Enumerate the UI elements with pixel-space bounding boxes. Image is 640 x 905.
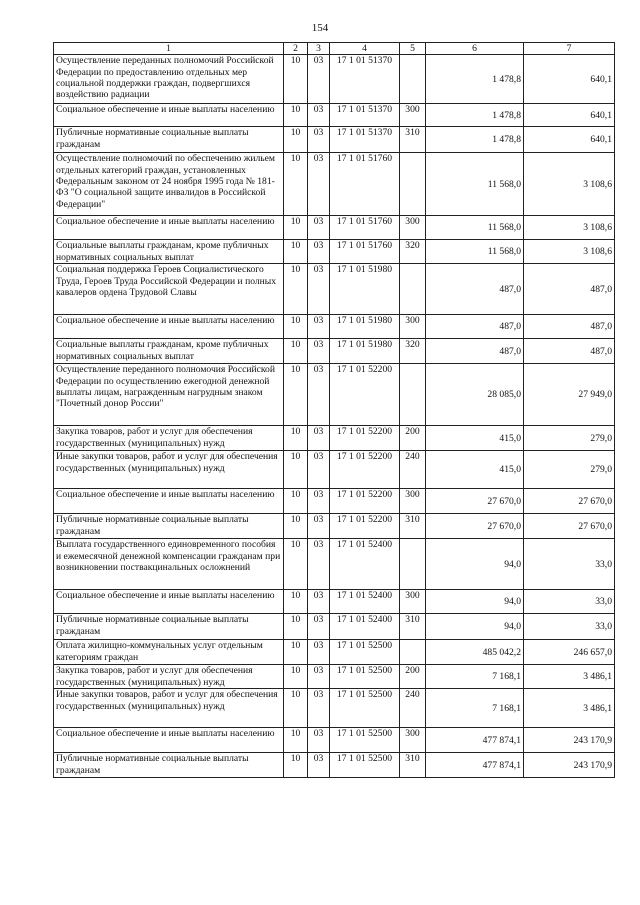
table-row xyxy=(54,451,615,489)
row-section: 10 xyxy=(284,590,308,614)
row-name: Социальное обеспечение и иные выплаты населению xyxy=(54,728,284,753)
row-section: 10 xyxy=(284,339,308,364)
row-subsection: 03 xyxy=(308,753,330,778)
row-section: 10 xyxy=(284,426,308,451)
row-amount-col6: 7 168,1 xyxy=(426,665,524,689)
row-expense-type xyxy=(400,55,426,104)
row-amount-col6: 477 874,1 xyxy=(426,753,524,778)
table-row xyxy=(54,104,615,127)
row-amount-col7: 27 670,0 xyxy=(524,489,615,514)
row-section: 10 xyxy=(284,55,308,104)
row-target-article: 17 1 01 52400 xyxy=(330,590,400,614)
row-expense-type xyxy=(400,640,426,665)
table-row xyxy=(54,640,615,665)
row-amount-col7: 27 949,0 xyxy=(524,364,615,426)
table-row xyxy=(54,364,615,426)
row-expense-type: 310 xyxy=(400,127,426,153)
row-amount-col7: 243 170,9 xyxy=(524,728,615,753)
row-amount-col6: 487,0 xyxy=(426,315,524,339)
row-amount-col6: 477 874,1 xyxy=(426,728,524,753)
row-target-article: 17 1 01 52500 xyxy=(330,753,400,778)
row-amount-col7: 640,1 xyxy=(524,104,615,127)
row-amount-col6: 11 568,0 xyxy=(426,153,524,216)
row-target-article: 17 1 01 51370 xyxy=(330,55,400,104)
row-expense-type: 200 xyxy=(400,426,426,451)
row-amount-col7: 640,1 xyxy=(524,127,615,153)
row-section: 10 xyxy=(284,216,308,240)
row-target-article: 17 1 01 51760 xyxy=(330,153,400,216)
row-subsection: 03 xyxy=(308,614,330,640)
row-name: Социальные выплаты гражданам, кроме публичных нормативных социальных выплат xyxy=(54,240,284,264)
header-col-7: 7 xyxy=(524,43,615,55)
row-target-article: 17 1 01 51980 xyxy=(330,264,400,315)
row-amount-col7: 33,0 xyxy=(524,539,615,590)
row-subsection: 03 xyxy=(308,364,330,426)
row-section: 10 xyxy=(284,315,308,339)
row-expense-type: 310 xyxy=(400,614,426,640)
row-amount-col7: 246 657,0 xyxy=(524,640,615,665)
row-subsection: 03 xyxy=(308,489,330,514)
row-section: 10 xyxy=(284,753,308,778)
row-target-article: 17 1 01 51760 xyxy=(330,216,400,240)
table-row xyxy=(54,753,615,778)
row-expense-type: 300 xyxy=(400,216,426,240)
row-section: 10 xyxy=(284,614,308,640)
row-amount-col7: 640,1 xyxy=(524,55,615,104)
row-name: Социальная поддержка Героев Социалистического Труда, Героев Труда Российской Федерации и полных кавалеров ордена Трудовой Славы xyxy=(54,264,284,315)
row-section: 10 xyxy=(284,514,308,539)
row-expense-type: 300 xyxy=(400,315,426,339)
row-subsection: 03 xyxy=(308,315,330,339)
row-amount-col7: 487,0 xyxy=(524,264,615,315)
row-name: Выплата государственного единовременного пособия и ежемесячной денежной компенсации гражданам при возникновении поствакцинальных осложнений xyxy=(54,539,284,590)
row-subsection: 03 xyxy=(308,127,330,153)
row-expense-type: 310 xyxy=(400,753,426,778)
row-name: Закупка товаров, работ и услуг для обеспечения государственных (муниципальных) нужд xyxy=(54,426,284,451)
row-expense-type: 300 xyxy=(400,590,426,614)
table-row xyxy=(54,689,615,728)
table-row xyxy=(54,539,615,590)
row-subsection: 03 xyxy=(308,339,330,364)
table-row xyxy=(54,216,615,240)
row-name: Закупка товаров, работ и услуг для обеспечения государственных (муниципальных) нужд xyxy=(54,665,284,689)
table-row xyxy=(54,665,615,689)
row-amount-col6: 487,0 xyxy=(426,264,524,315)
row-name: Социальное обеспечение и иные выплаты населению xyxy=(54,104,284,127)
row-expense-type: 240 xyxy=(400,689,426,728)
row-amount-col6: 485 042,2 xyxy=(426,640,524,665)
row-section: 10 xyxy=(284,728,308,753)
row-section: 10 xyxy=(284,240,308,264)
row-subsection: 03 xyxy=(308,55,330,104)
row-name: Социальное обеспечение и иные выплаты населению xyxy=(54,315,284,339)
table-row xyxy=(54,127,615,153)
row-amount-col6: 28 085,0 xyxy=(426,364,524,426)
row-amount-col7: 243 170,9 xyxy=(524,753,615,778)
header-col-1: 1 xyxy=(54,43,284,55)
row-target-article: 17 1 01 52400 xyxy=(330,539,400,590)
row-expense-type xyxy=(400,364,426,426)
table-row xyxy=(54,590,615,614)
row-amount-col7: 3 108,6 xyxy=(524,240,615,264)
budget-table xyxy=(53,42,615,778)
row-amount-col7: 27 670,0 xyxy=(524,514,615,539)
row-section: 10 xyxy=(284,640,308,665)
row-name: Публичные нормативные социальные выплаты гражданам xyxy=(54,614,284,640)
row-expense-type xyxy=(400,539,426,590)
row-section: 10 xyxy=(284,104,308,127)
row-amount-col6: 487,0 xyxy=(426,339,524,364)
row-subsection: 03 xyxy=(308,264,330,315)
row-subsection: 03 xyxy=(308,689,330,728)
row-section: 10 xyxy=(284,689,308,728)
row-amount-col6: 415,0 xyxy=(426,426,524,451)
row-amount-col7: 3 486,1 xyxy=(524,665,615,689)
row-subsection: 03 xyxy=(308,426,330,451)
row-amount-col7: 3 108,6 xyxy=(524,216,615,240)
row-expense-type: 300 xyxy=(400,728,426,753)
row-target-article: 17 1 01 52200 xyxy=(330,489,400,514)
row-amount-col6: 94,0 xyxy=(426,539,524,590)
row-expense-type xyxy=(400,264,426,315)
row-subsection: 03 xyxy=(308,216,330,240)
row-name: Социальное обеспечение и иные выплаты населению xyxy=(54,489,284,514)
row-target-article: 17 1 01 52400 xyxy=(330,614,400,640)
table-row xyxy=(54,339,615,364)
row-name: Публичные нормативные социальные выплаты гражданам xyxy=(54,514,284,539)
row-name: Публичные нормативные социальные выплаты гражданам xyxy=(54,753,284,778)
row-target-article: 17 1 01 51760 xyxy=(330,240,400,264)
row-amount-col6: 415,0 xyxy=(426,451,524,489)
row-amount-col6: 94,0 xyxy=(426,590,524,614)
row-target-article: 17 1 01 51980 xyxy=(330,339,400,364)
row-target-article: 17 1 01 52500 xyxy=(330,665,400,689)
table-row xyxy=(54,315,615,339)
row-amount-col7: 3 108,6 xyxy=(524,153,615,216)
row-name: Осуществление полномочий по обеспечению жильем отдельных категорий граждан, установленных Федеральным законом от 24 ноября 1995 года № 181-ФЗ "О социальной защите инвалидов в Российской Федерации" xyxy=(54,153,284,216)
table-row xyxy=(54,614,615,640)
row-expense-type: 240 xyxy=(400,451,426,489)
row-amount-col6: 27 670,0 xyxy=(426,514,524,539)
row-target-article: 17 1 01 51980 xyxy=(330,315,400,339)
row-subsection: 03 xyxy=(308,539,330,590)
row-amount-col6: 1 478,8 xyxy=(426,104,524,127)
table-row xyxy=(54,514,615,539)
row-name: Иные закупки товаров, работ и услуг для обеспечения государственных (муниципальных) нужд xyxy=(54,689,284,728)
row-subsection: 03 xyxy=(308,728,330,753)
header-col-6: 6 xyxy=(426,43,524,55)
row-expense-type xyxy=(400,153,426,216)
row-subsection: 03 xyxy=(308,640,330,665)
row-name: Социальное обеспечение и иные выплаты населению xyxy=(54,590,284,614)
row-target-article: 17 1 01 52500 xyxy=(330,728,400,753)
row-expense-type: 310 xyxy=(400,514,426,539)
row-amount-col7: 487,0 xyxy=(524,315,615,339)
row-name: Социальное обеспечение и иные выплаты населению xyxy=(54,216,284,240)
row-target-article: 17 1 01 52200 xyxy=(330,364,400,426)
row-amount-col6: 1 478,8 xyxy=(426,55,524,104)
row-expense-type: 320 xyxy=(400,339,426,364)
row-name: Осуществление переданных полномочий Российской Федерации по предоставлению отдельных мер социальной поддержки граждан, подвергшихся воздействию радиации xyxy=(54,55,284,104)
row-subsection: 03 xyxy=(308,590,330,614)
row-subsection: 03 xyxy=(308,104,330,127)
header-col-2: 2 xyxy=(284,43,308,55)
row-amount-col7: 3 486,1 xyxy=(524,689,615,728)
row-name: Публичные нормативные социальные выплаты гражданам xyxy=(54,127,284,153)
table-row xyxy=(54,240,615,264)
row-section: 10 xyxy=(284,539,308,590)
row-amount-col6: 1 478,8 xyxy=(426,127,524,153)
row-amount-col6: 11 568,0 xyxy=(426,240,524,264)
row-section: 10 xyxy=(284,489,308,514)
row-amount-col7: 33,0 xyxy=(524,590,615,614)
row-name: Иные закупки товаров, работ и услуг для обеспечения государственных (муниципальных) нужд xyxy=(54,451,284,489)
row-target-article: 17 1 01 52500 xyxy=(330,640,400,665)
row-section: 10 xyxy=(284,364,308,426)
row-section: 10 xyxy=(284,451,308,489)
row-amount-col6: 7 168,1 xyxy=(426,689,524,728)
row-name: Социальные выплаты гражданам, кроме публичных нормативных социальных выплат xyxy=(54,339,284,364)
row-expense-type: 300 xyxy=(400,104,426,127)
row-target-article: 17 1 01 52200 xyxy=(330,451,400,489)
row-target-article: 17 1 01 52200 xyxy=(330,514,400,539)
row-subsection: 03 xyxy=(308,153,330,216)
row-amount-col7: 33,0 xyxy=(524,614,615,640)
header-col-4: 4 xyxy=(330,43,400,55)
row-target-article: 17 1 01 52500 xyxy=(330,689,400,728)
table-row xyxy=(54,264,615,315)
row-subsection: 03 xyxy=(308,514,330,539)
page-number: 154 xyxy=(311,22,329,34)
row-section: 10 xyxy=(284,153,308,216)
row-expense-type: 300 xyxy=(400,489,426,514)
row-section: 10 xyxy=(284,127,308,153)
header-col-3: 3 xyxy=(308,43,330,55)
row-amount-col6: 94,0 xyxy=(426,614,524,640)
row-amount-col6: 11 568,0 xyxy=(426,216,524,240)
row-name: Осуществление переданного полномочия Российской Федерации по осуществлению ежегодной денежной выплаты лицам, награжденным нагрудным знаком "Почетный донор России" xyxy=(54,364,284,426)
table-row xyxy=(54,55,615,104)
row-subsection: 03 xyxy=(308,665,330,689)
row-target-article: 17 1 01 51370 xyxy=(330,104,400,127)
row-amount-col7: 279,0 xyxy=(524,451,615,489)
header-col-5: 5 xyxy=(400,43,426,55)
row-amount-col6: 27 670,0 xyxy=(426,489,524,514)
table-row xyxy=(54,153,615,216)
row-subsection: 03 xyxy=(308,451,330,489)
row-target-article: 17 1 01 51370 xyxy=(330,127,400,153)
table-row xyxy=(54,489,615,514)
row-section: 10 xyxy=(284,665,308,689)
table-row xyxy=(54,426,615,451)
row-amount-col7: 487,0 xyxy=(524,339,615,364)
row-section: 10 xyxy=(284,264,308,315)
row-amount-col7: 279,0 xyxy=(524,426,615,451)
row-name: Оплата жилищно-коммунальных услуг отдельным категориям граждан xyxy=(54,640,284,665)
row-target-article: 17 1 01 52200 xyxy=(330,426,400,451)
header-row xyxy=(54,43,615,55)
row-expense-type: 200 xyxy=(400,665,426,689)
table-row xyxy=(54,728,615,753)
row-subsection: 03 xyxy=(308,240,330,264)
row-expense-type: 320 xyxy=(400,240,426,264)
